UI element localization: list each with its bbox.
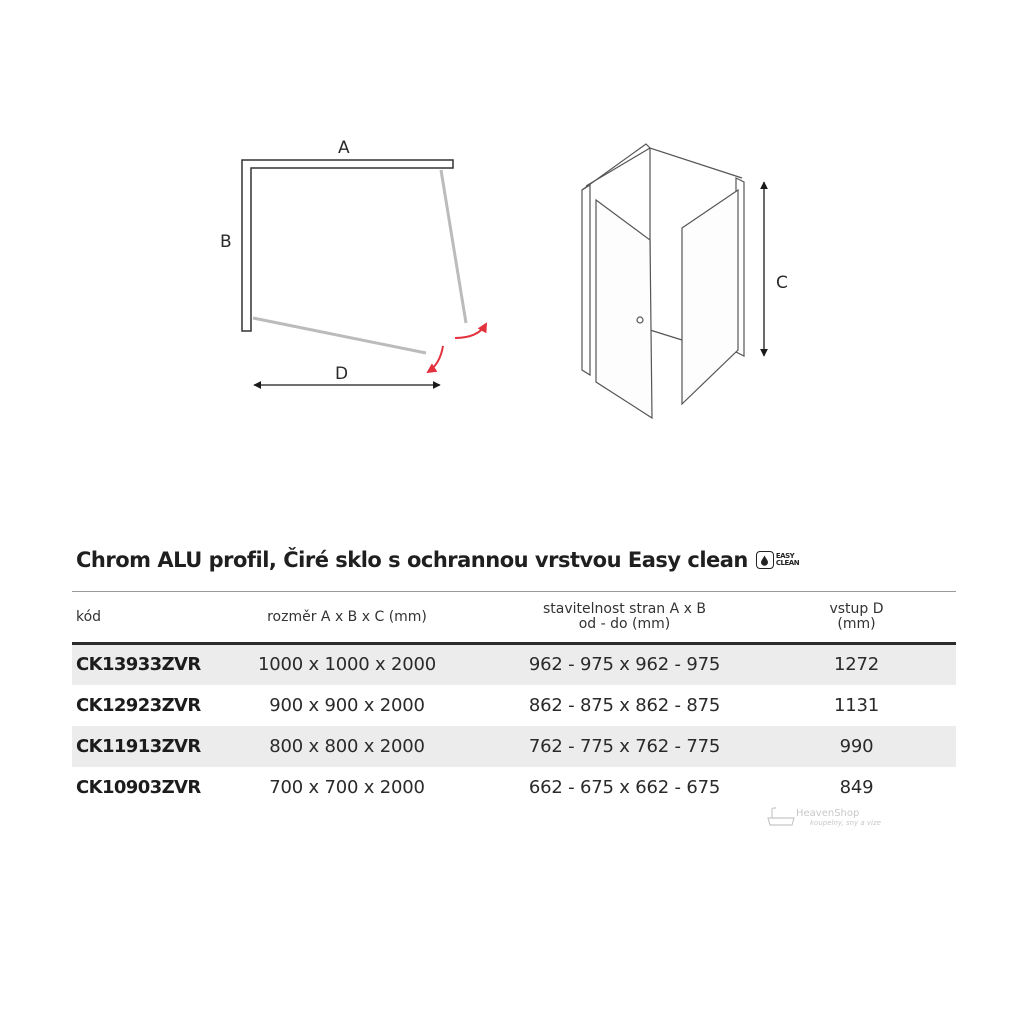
- cell-size: 1000 x 1000 x 2000: [257, 654, 437, 676]
- table-row: [72, 644, 956, 685]
- header-code: kód: [72, 592, 202, 644]
- swing-arrow-front: [428, 346, 443, 372]
- bathtub-icon: [766, 806, 796, 828]
- watermark-tagline: koupelny, sny a vize: [810, 818, 881, 827]
- door-handle: [637, 317, 643, 323]
- table-row: [72, 685, 956, 726]
- wall-profile: [242, 160, 453, 331]
- perspective-view: [582, 144, 764, 418]
- header-entry: [757, 592, 956, 644]
- cell-adjust: 962 - 975 x 962 - 975: [528, 654, 721, 676]
- badge-line-2: CLEAN: [775, 559, 800, 567]
- water-drop-icon: [756, 551, 774, 569]
- label-b: B: [220, 232, 232, 252]
- table-row: [72, 726, 956, 767]
- spec-title: [76, 548, 799, 572]
- header-adjust: [492, 592, 757, 644]
- watermark: [766, 806, 881, 828]
- easy-clean-text: [776, 553, 799, 567]
- cell-size: 800 x 800 x 2000: [269, 735, 425, 757]
- watermark-brand: HeavenShop: [796, 807, 860, 819]
- spec-title-text: Chrom ALU profil, Čiré sklo s ochrannou vrstvou Easy clean: [76, 548, 748, 572]
- label-d: D: [335, 364, 349, 384]
- easy-clean-badge: [756, 551, 799, 569]
- header-entry-line-1: vstup D: [829, 601, 884, 617]
- swing-arrow-right: [455, 324, 486, 338]
- cell-code: CK12923ZVR: [76, 694, 201, 716]
- dimension-diagrams: [0, 0, 1024, 500]
- plan-view: [220, 138, 486, 385]
- cell-size: 900 x 900 x 2000: [269, 694, 425, 716]
- label-c: C: [776, 273, 788, 293]
- cell-entry: 1272: [833, 654, 879, 676]
- table-header-row: [72, 592, 956, 644]
- header-size: rozměr A x B x C (mm): [202, 592, 492, 644]
- floor-edge: [650, 330, 682, 340]
- cell-entry: 1131: [833, 694, 879, 716]
- table-row: [72, 767, 956, 808]
- spec-table: [72, 591, 956, 808]
- watermark-text: [796, 808, 881, 827]
- right-door-panel: [682, 190, 738, 404]
- cell-entry: 849: [839, 776, 874, 798]
- label-a: A: [338, 138, 350, 158]
- cell-adjust: 762 - 775 x 762 - 775: [528, 735, 721, 757]
- left-door-panel: [596, 200, 652, 418]
- cell-adjust: 662 - 675 x 662 - 675: [528, 776, 721, 798]
- cell-code: CK11913ZVR: [76, 735, 201, 757]
- header-entry-line-2: (mm): [837, 616, 876, 632]
- badge-line-1: EASY: [775, 552, 795, 560]
- cell-code: CK10903ZVR: [76, 776, 201, 798]
- cell-code: CK13933ZVR: [76, 654, 201, 676]
- cell-adjust: 862 - 875 x 862 - 875: [528, 694, 721, 716]
- cell-size: 700 x 700 x 2000: [269, 776, 425, 798]
- top-frame: [586, 148, 742, 186]
- left-wall-profile: [582, 185, 590, 375]
- door-panel-right: [441, 170, 466, 323]
- header-adjust-line-2: od - do (mm): [578, 616, 671, 632]
- top-frame-outer: [582, 144, 650, 190]
- header-adjust-line-1: stavitelnost stran A x B: [542, 601, 706, 617]
- door-panel-front: [253, 318, 426, 353]
- cell-entry: 990: [839, 735, 874, 757]
